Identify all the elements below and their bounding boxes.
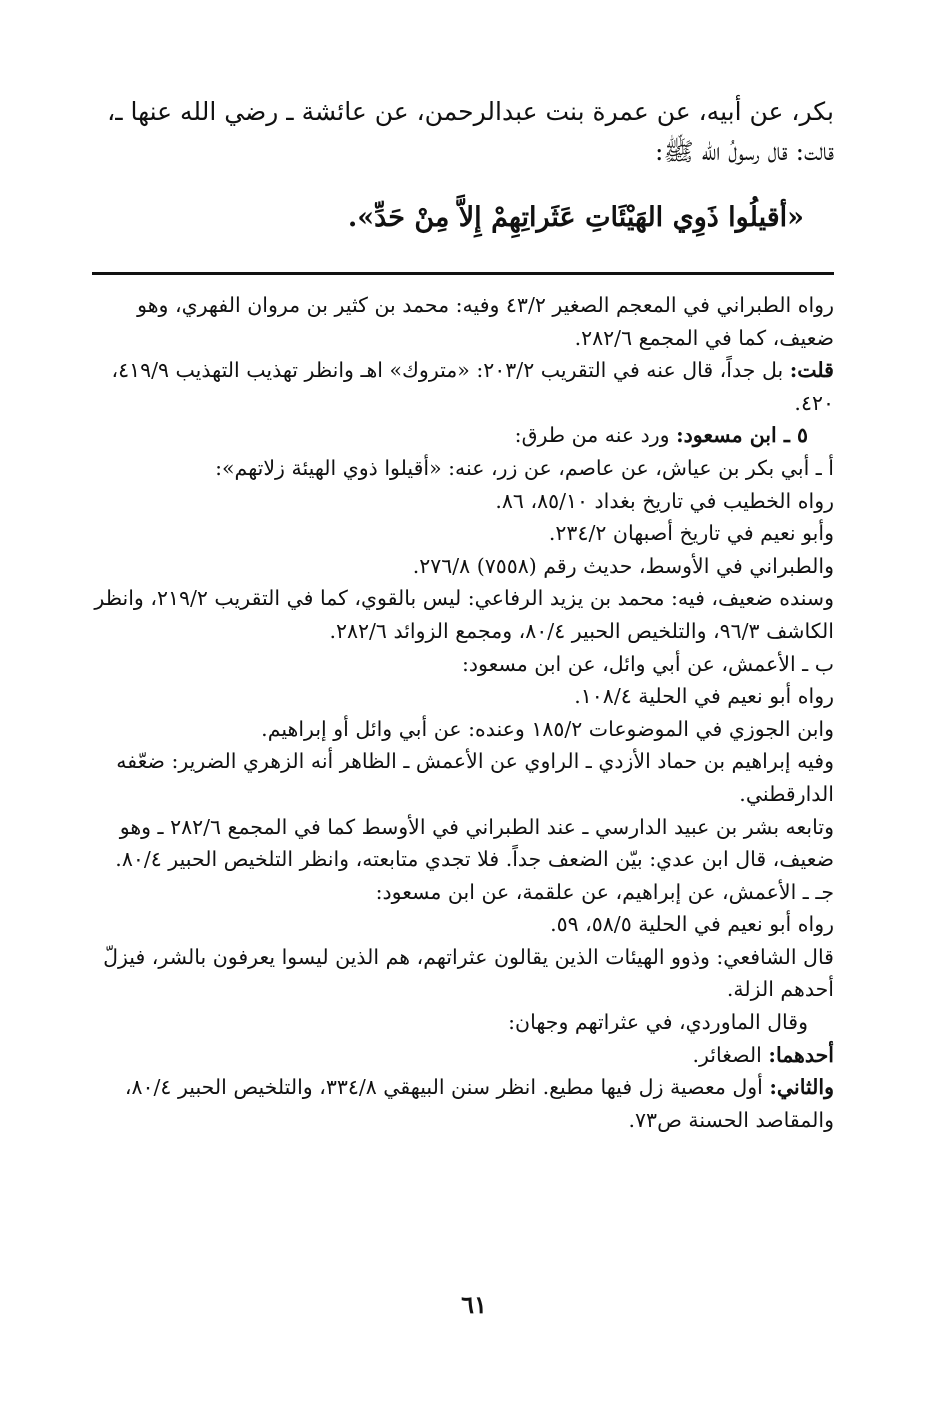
main-text	[92, 92, 834, 172]
footnote-paragraph	[92, 680, 834, 713]
page-content	[92, 92, 834, 1136]
footnote-text: الصغائر.	[692, 1042, 769, 1067]
footnote-paragraph	[92, 582, 834, 647]
footnote-paragraph	[92, 550, 834, 583]
footnotes	[92, 289, 834, 1136]
footnote-paragraph	[92, 419, 834, 452]
footnote-paragraph	[92, 1039, 834, 1072]
footnote-lead: ٥ ـ ابن مسعود:	[676, 423, 808, 448]
footnote-paragraph	[92, 745, 834, 810]
footnote-text: وابن الجوزي في الموضوعات ١٨٥/٢ وعنده: عن أبي وائل أو إبراهيم.	[261, 716, 834, 741]
footnote-text: والطبراني في الأوسط، حديث رقم (٧٥٥٨) ٢٧٦/٨.	[412, 553, 834, 578]
footnote-paragraph	[92, 908, 834, 941]
footnote-lead: والثاني:	[769, 1075, 834, 1100]
footnote-paragraph	[92, 452, 834, 485]
footnote-text: ورد عنه من طرق:	[514, 423, 677, 448]
footnote-text: قال الشافعي: وذوو الهيئات الذين يقالون عثراتهم، هم الذين ليسوا يعرفون بالشر، فيزلّ أحدهم الزلة.	[103, 944, 834, 1002]
footnote-paragraph	[92, 1006, 834, 1039]
footnote-text: جـ ـ الأعمش، عن إبراهيم، عن علقمة، عن ابن مسعود:	[375, 879, 834, 904]
footnote-paragraph	[92, 648, 834, 681]
footnote-paragraph	[92, 713, 834, 746]
footnote-text: أ ـ أبي بكر بن عياش، عن عاصم، عن زر، عنه: «أقيلوا ذوي الهيئة زلاتهم»:	[215, 455, 834, 480]
footnote-text: رواه الخطيب في تاريخ بغداد ٨٥/١٠، ٨٦.	[495, 488, 834, 513]
footnote-text: وقال الماوردي، في عثراتهم وجهان:	[508, 1010, 808, 1035]
footnote-text: ب ـ الأعمش، عن أبي وائل، عن ابن مسعود:	[461, 651, 834, 676]
footnote-paragraph	[92, 876, 834, 909]
footnote-paragraph	[92, 354, 834, 419]
footnote-text: وفيه إبراهيم بن حماد الأزدي ـ الراوي عن الأعمش ـ الظاهر أنه الزهري الضرير: ضعّفه الدارقطني.	[116, 749, 834, 806]
footnote-text: رواه أبو نعيم في الحلية ٥٨/٥، ٥٩.	[550, 912, 834, 937]
main-line: قالت: قال رسولُ الله ﷺ:	[655, 137, 834, 166]
footnote-lead: أحدهما:	[768, 1042, 834, 1067]
footnote-paragraph	[92, 1071, 834, 1136]
footnote-text: وتابعه بشر بن عبيد الدارسي ـ عند الطبراني في الأوسط كما في المجمع ٢٨٢/٦ ـ وهو ضعيف، قال ابن عدي: بيّن الضعف جداً. فلا تجدي متابعته، وانظر التلخيص الحبير ٨٠/٤.	[115, 814, 834, 872]
footnote-text: رواه الطبراني في المعجم الصغير ٤٣/٢ وفيه: محمد بن كثير بن مروان الفهري، وهو ضعيف، كما في المجمع ٢٨٢/٦.	[137, 293, 834, 350]
footnote-text: وأبو نعيم في تاريخ أصبهان ٢٣٤/٢.	[548, 521, 834, 546]
footnote-text: وسنده ضعيف، فيه: محمد بن يزيد الرفاعي: ليس بالقوي، كما في التقريب ٢١٩/٢، وانظر الكاشف ٩٦/٣، والتلخيص الحبير ٨٠/٤، ومجمع الزوائد ٢٨٢/٦.	[94, 586, 834, 643]
footnote-text: أول معصية زل فيها مطيع. انظر سنن البيهقي ٣٣٤/٨، والتلخيص الحبير ٨٠/٤، والمقاصد الحسنة ص٧٣.	[124, 1075, 834, 1132]
hadith-quote: «أقيلُوا ذَوِي الهَيْئَاتِ عَثَراتِهِمْ إِلاَّ مِنْ حَدِّ».	[347, 202, 804, 233]
footnote-paragraph	[92, 811, 834, 876]
footnote-paragraph	[92, 517, 834, 550]
footnote-paragraph	[92, 941, 834, 1006]
footnote-lead: قلت:	[789, 358, 834, 383]
footnote-text: بل جداً، قال عنه في التقريب ٢٠٣/٢: «متروك» اهـ وانظر تهذيب التهذيب ٤١٩/٩، ٤٢٠.	[111, 358, 834, 415]
footnote-text: رواه أبو نعيم في الحلية ١٠٨/٤.	[574, 684, 834, 709]
footnote-paragraph	[92, 289, 834, 354]
footnote-paragraph	[92, 485, 834, 518]
main-line: بكر، عن أبيه، عن عمرة بنت عبدالرحمن، عن عائشة ـ رضي الله عنها ـ،	[107, 97, 834, 126]
page-number: ٦١	[461, 1290, 487, 1319]
footnote-divider	[92, 272, 834, 275]
